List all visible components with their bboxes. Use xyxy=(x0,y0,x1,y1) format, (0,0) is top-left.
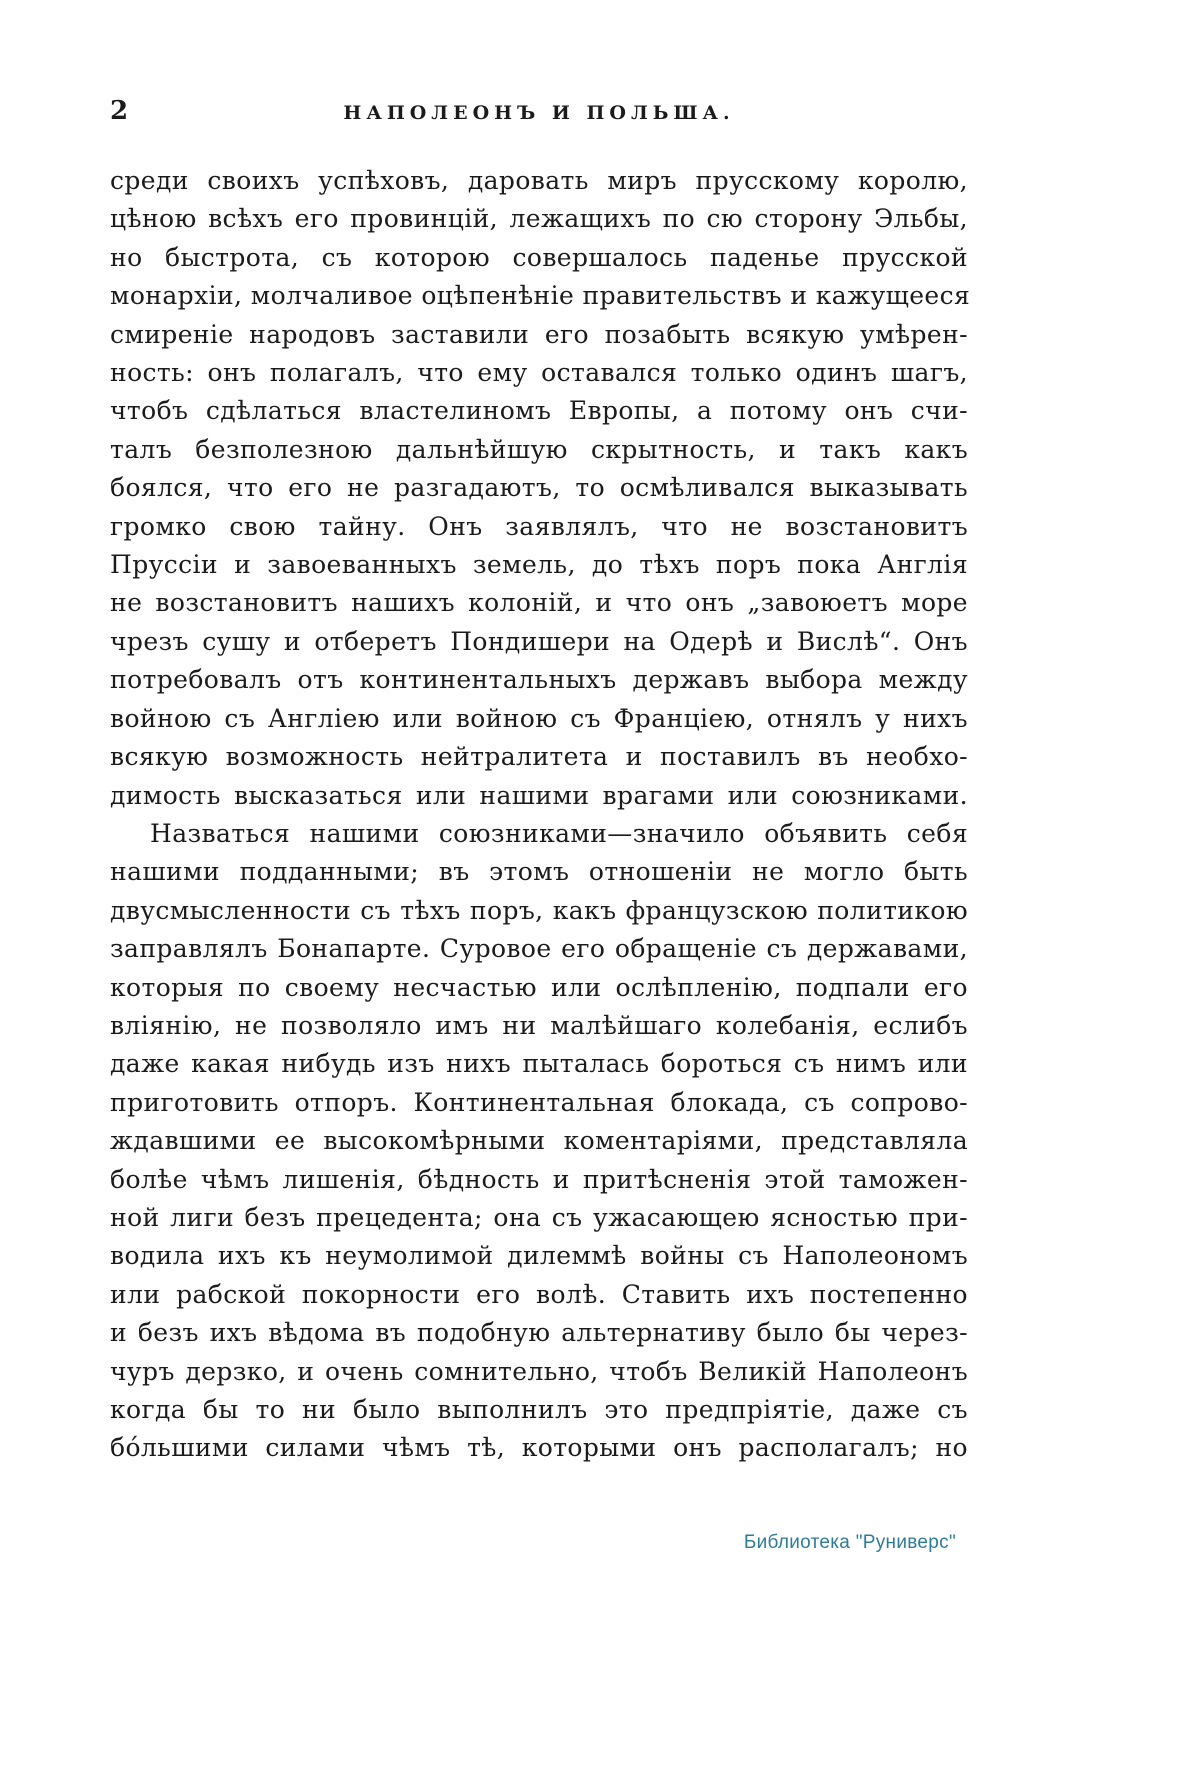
text-line: боялся, что его не разгадаютъ, то осмѣливался выказывать xyxy=(110,473,968,503)
page-header xyxy=(110,96,968,130)
text-line: среди своихъ успѣховъ, даровать миръ прусскому королю, xyxy=(110,166,968,195)
text-line: талъ безполезною дальнѣйшую скрытность, и такъ какъ xyxy=(110,434,968,464)
text-line: и безъ ихъ вѣдома въ подобную альтернативу было бы через- xyxy=(110,1318,968,1348)
text-line: цѣною всѣхъ его провинцій, лежащихъ по сю сторону Эльбы, xyxy=(110,204,968,234)
library-watermark: Библиотека "Руниверс" xyxy=(743,1532,956,1553)
text-line: Назваться нашими союзниками—значило объявить себя xyxy=(150,818,968,848)
text-line: ждавшими ее высокомѣрными коментаріями, представляла xyxy=(110,1126,968,1156)
text-line: приготовить отпоръ. Континентальная блокада, съ сопрово- xyxy=(110,1087,968,1117)
text-line: водила ихъ къ неумолимой дилеммѣ войны съ Наполеономъ xyxy=(110,1241,968,1271)
text-line: которыя по своему несчастью или ослѣпленію, подпали его xyxy=(110,972,968,1002)
text-line: димость высказаться или нашими врагами или союзниками. xyxy=(110,780,968,810)
text-line: даже какая нибудь изъ нихъ пыталась бороться съ нимъ или xyxy=(110,1049,968,1079)
paragraph-2 xyxy=(110,815,968,1468)
text-line: чрезъ сушу и отберетъ Пондишери на Одерѣ и Вислѣ“. Онъ xyxy=(110,626,968,656)
text-block xyxy=(110,162,971,1468)
text-line: нашими подданными; въ этомъ отношеніи не могло быть xyxy=(110,857,968,887)
text-line: ность: онъ полагалъ, что ему оставался только одинъ шагъ, xyxy=(110,358,968,388)
text-line: или рабской покорности его волѣ. Ставить ихъ постепенно xyxy=(110,1279,968,1309)
text-line: вліянію, не позволяло имъ ни малѣйшаго колебанія, еслибъ xyxy=(110,1010,968,1040)
text-line: когда бы то ни было выполнилъ это предпріятіе, даже съ xyxy=(110,1395,968,1424)
text-line: войною съ Англіею или войною съ Франціею, отнялъ у нихъ xyxy=(110,703,968,733)
page-number: 2 xyxy=(110,96,129,126)
text-line: двусмысленности съ тѣхъ поръ, какъ французскою политикою xyxy=(110,895,968,925)
text-line: бо́льшими силами чѣмъ тѣ, которыми онъ располагалъ; но xyxy=(110,1433,968,1463)
text-line: заправлялъ Бонапарте. Суровое его обращеніе съ державами, xyxy=(110,934,968,964)
text-line: громко свою тайну. Онъ заявлялъ, что не возстановитъ xyxy=(110,511,968,541)
running-title: НАПОЛЕОНЪ И ПОЛЬША. xyxy=(343,102,735,124)
text-line: всякую возможность нейтралитета и поставилъ въ необхо- xyxy=(110,742,968,772)
text-line: монархіи, молчаливое оцѣпенѣніе правительствъ и кажущееся xyxy=(110,281,971,311)
paragraph-1 xyxy=(110,162,971,815)
text-line: потребовалъ отъ континентальныхъ державъ выбора между xyxy=(110,665,968,695)
text-line: Пруссіи и завоеванныхъ земель, до тѣхъ поръ пока Англія xyxy=(110,550,968,580)
text-line: но быстрота, съ которою совершалось паденье прусской xyxy=(110,242,968,272)
text-line: чтобъ сдѣлаться властелиномъ Европы, а потому онъ счи- xyxy=(110,396,968,426)
text-line: смиреніе народовъ заставили его позабыть всякую умѣрен- xyxy=(110,319,968,349)
text-line: болѣе чѣмъ лишенія, бѣдность и притѣсненія этой таможен- xyxy=(110,1164,968,1194)
text-line: чуръ дерзко, и очень сомнительно, чтобъ Великій Наполеонъ xyxy=(110,1356,968,1386)
text-line: ной лиги безъ прецедента; она съ ужасающею ясностью при- xyxy=(110,1202,968,1232)
text-line: не возстановитъ нашихъ колоній, и что онъ „завоюетъ море xyxy=(110,588,968,618)
